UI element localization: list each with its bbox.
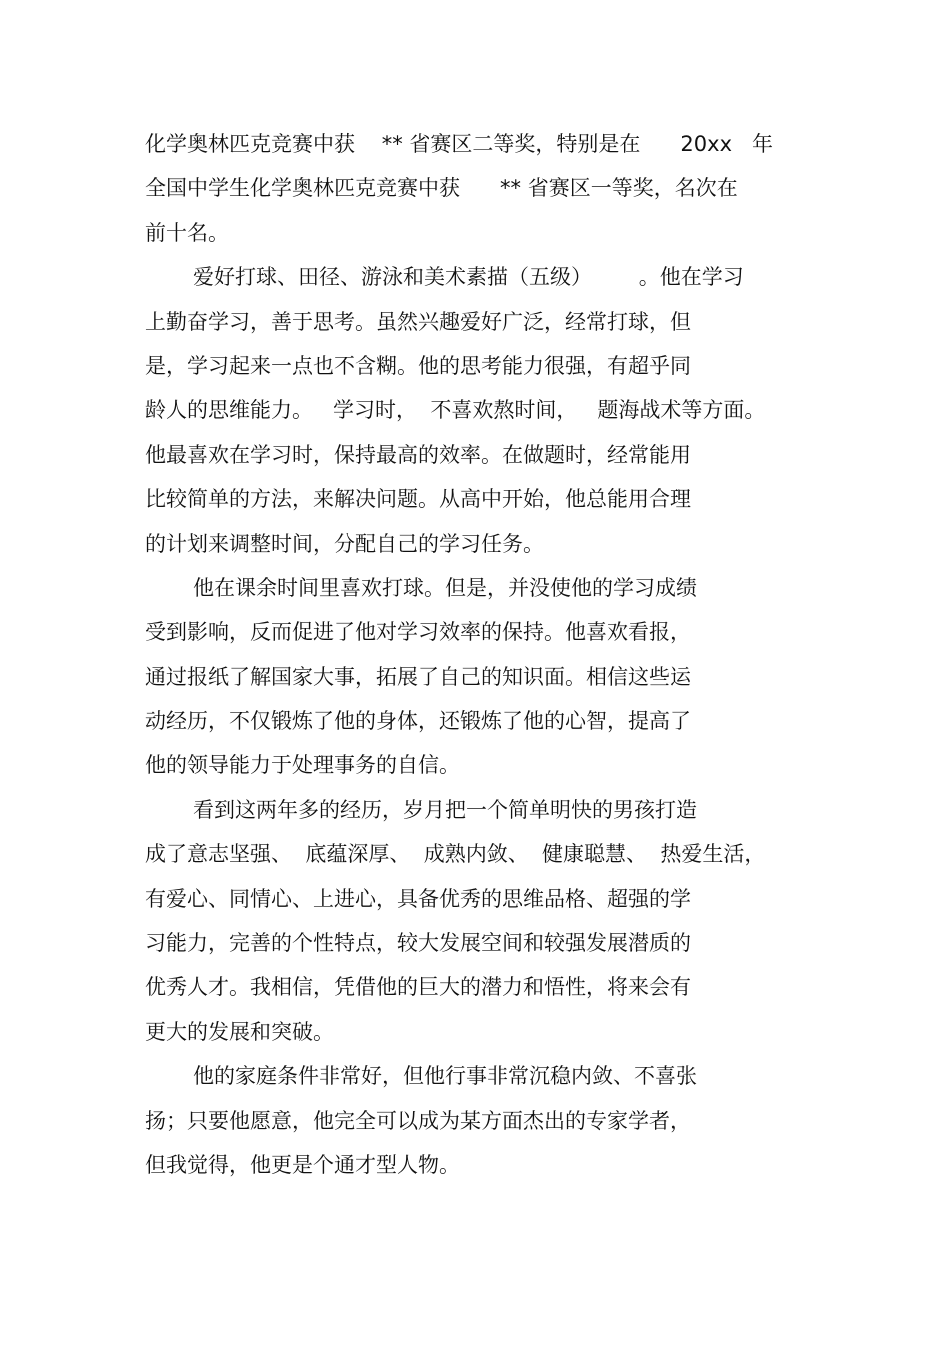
- paragraph-first-line: 看到这两年多的经历，岁月把一个简单明快的男孩打造: [193, 797, 697, 822]
- text-line: 全国中学生化学奥林匹克竞赛中获 ** 省赛区一等奖，名次在: [145, 176, 738, 201]
- text-line: 优秀人才。我相信，凭借他的巨大的潜力和悟性，将来会有: [145, 975, 691, 1000]
- text-line: 但我觉得，他更是个通才型人物。: [145, 1152, 460, 1177]
- text-line: 的计划来调整时间，分配自己的学习任务。: [145, 531, 544, 556]
- text-line: 龄人的思维能力。 学习时， 不喜欢熬时间， 题海战术等方面。: [145, 398, 766, 423]
- text-line: 动经历，不仅锻炼了他的身体，还锻炼了他的心智，提高了: [145, 709, 691, 734]
- text-line: 有爱心、同情心、上进心，具备优秀的思维品格、超强的学: [145, 886, 691, 911]
- text-line: 成了意志坚强、 底蕴深厚、 成熟内敛、 健康聪慧、 热爱生活，: [145, 842, 766, 867]
- text-line: 通过报纸了解国家大事，拓展了自己的知识面。相信这些运: [145, 664, 691, 689]
- text-line: 上勤奋学习，善于思考。虽然兴趣爱好广泛，经常打球，但: [145, 309, 691, 334]
- text-line: 是，学习起来一点也不含糊。他的思考能力很强，有超乎同: [145, 353, 691, 378]
- text-line: 化学奥林匹克竞赛中获 ** 省赛区二等奖，特别是在 20xx 年: [145, 132, 774, 156]
- text-line: 扬；只要他愿意，他完全可以成为某方面杰出的专家学者，: [145, 1108, 691, 1133]
- text-line: 比较简单的方法，来解决问题。从高中开始，他总能用合理: [145, 487, 691, 512]
- paragraph-first-line: 他的家庭条件非常好，但他行事非常沉稳内敛、不喜张: [193, 1064, 697, 1089]
- text-line: 他的领导能力于处理事务的自信。: [145, 753, 460, 778]
- text-line: 习能力，完善的个性特点，较大发展空间和较强发展潜质的: [145, 931, 691, 956]
- text-line: 更大的发展和突破。: [145, 1019, 334, 1044]
- paragraph-first-line: 他在课余时间里喜欢打球。但是，并没使他的学习成绩: [193, 575, 697, 600]
- text-line: 他最喜欢在学习时，保持最高的效率。在做题时，经常能用: [145, 442, 691, 467]
- document-body: [145, 122, 825, 1187]
- paragraph-first-line: 爱好打球、田径、游泳和美术素描（五级） 。他在学习: [193, 265, 744, 290]
- text-line: 前十名。: [145, 220, 229, 245]
- text-line: 受到影响，反而促进了他对学习效率的保持。他喜欢看报，: [145, 620, 691, 645]
